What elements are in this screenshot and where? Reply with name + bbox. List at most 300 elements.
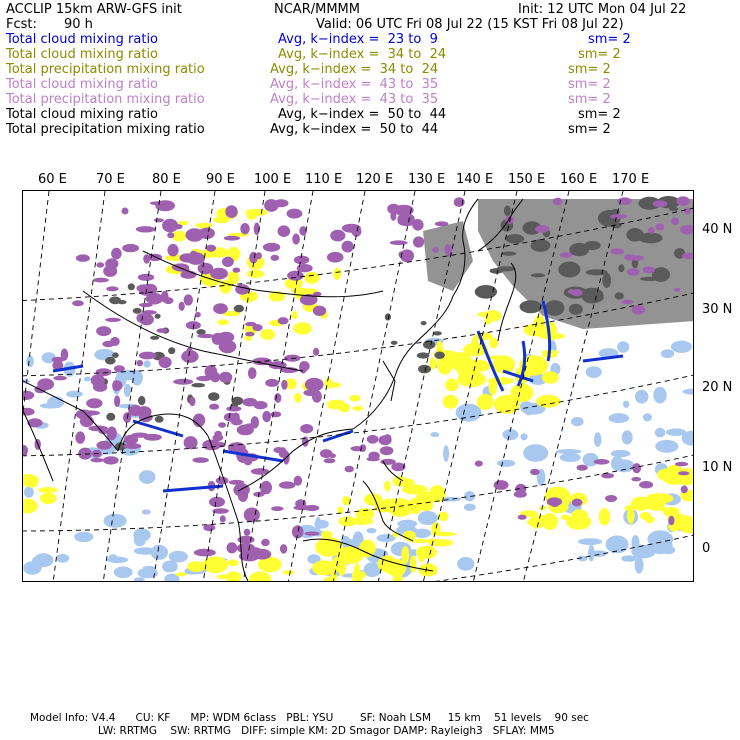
- purple-cloud-patch: [674, 288, 680, 292]
- purple-cloud-patch: [114, 395, 120, 407]
- legend-smoothing: sm= 2: [578, 47, 621, 62]
- purple-cloud-patch: [313, 306, 326, 316]
- light-blue-cloud-patch: [560, 453, 581, 462]
- purple-cloud-patch: [560, 252, 573, 258]
- purple-cloud-patch: [184, 294, 193, 305]
- light-blue-cloud-patch: [314, 520, 329, 529]
- purple-cloud-patch: [287, 209, 303, 219]
- light-blue-cloud-patch: [443, 445, 449, 462]
- purple-cloud-patch: [226, 406, 241, 411]
- purple-cloud-patch: [240, 223, 249, 234]
- purple-cloud-patch: [611, 248, 624, 254]
- yellow-cloud-patch: [23, 499, 38, 514]
- gray-cloud-patch: [501, 252, 516, 256]
- legend-field-name: Total cloud mixing ratio: [6, 77, 159, 92]
- gray-cloud-patch: [618, 264, 624, 272]
- purple-cloud-patch: [617, 214, 627, 218]
- yellow-cloud-patch: [599, 508, 610, 526]
- light-blue-cloud-patch: [134, 577, 145, 581]
- light-blue-cloud-patch: [457, 557, 474, 571]
- purple-cloud-patch: [263, 243, 280, 252]
- purple-cloud-patch: [209, 497, 225, 507]
- purple-cloud-patch: [281, 380, 287, 390]
- longitude-tick-label: 90 E: [206, 172, 235, 187]
- purple-cloud-patch: [367, 435, 379, 444]
- light-blue-cloud-patch: [32, 556, 48, 565]
- purple-cloud-patch: [179, 302, 185, 311]
- purple-cloud-patch: [550, 500, 560, 507]
- purple-cloud-patch: [212, 508, 228, 514]
- purple-cloud-patch: [72, 300, 84, 306]
- yellow-cloud-patch: [489, 338, 498, 349]
- map-panel: [22, 190, 694, 582]
- purple-cloud-patch: [164, 297, 174, 304]
- light-blue-cloud-patch: [583, 453, 599, 467]
- yellow-cloud-patch: [402, 485, 428, 495]
- gray-cloud-patch: [475, 285, 497, 299]
- purple-cloud-patch: [93, 278, 109, 283]
- purple-cloud-patch: [213, 434, 224, 441]
- purple-cloud-patch: [342, 241, 354, 253]
- gray-cloud-patch: [133, 308, 142, 314]
- purple-cloud-patch: [222, 257, 234, 267]
- purple-cloud-patch: [139, 352, 157, 360]
- light-blue-cloud-patch: [578, 538, 602, 545]
- purple-cloud-patch: [324, 458, 336, 463]
- purple-cloud-patch: [137, 406, 152, 417]
- yellow-cloud-patch: [339, 516, 358, 526]
- longitude-tick-label: 150 E: [508, 172, 546, 187]
- purple-cloud-patch: [292, 525, 304, 538]
- purple-cloud-patch: [627, 268, 639, 276]
- purple-cloud-patch: [475, 461, 483, 467]
- valid-time: Valid: 06 UTC Fri 08 Jul 22 (15 KST Fri 08 Jul 22): [316, 17, 624, 32]
- purple-cloud-patch: [271, 506, 283, 511]
- light-blue-cloud-patch: [56, 554, 69, 563]
- purple-cloud-patch: [76, 254, 90, 261]
- gray-cloud-patch: [391, 341, 398, 345]
- yellow-cloud-patch: [291, 311, 297, 319]
- yellow-cloud-patch: [625, 505, 635, 511]
- purple-cloud-patch: [75, 431, 85, 443]
- yellow-cloud-patch: [247, 270, 264, 278]
- gray-cloud-patch: [191, 383, 205, 387]
- yellow-cloud-patch: [477, 394, 494, 410]
- light-blue-cloud-patch: [124, 384, 131, 397]
- latitude-tick-label: 30 N: [702, 302, 733, 317]
- purple-cloud-patch: [553, 198, 563, 205]
- purple-cloud-patch: [105, 258, 118, 269]
- yellow-cloud-patch: [542, 513, 559, 530]
- purple-cloud-patch: [224, 236, 240, 241]
- yellow-cloud-patch: [536, 395, 561, 408]
- gray-cloud-patch: [569, 304, 583, 315]
- purple-cloud-patch: [572, 499, 583, 507]
- purple-cloud-patch: [676, 196, 689, 206]
- light-blue-cloud-patch: [635, 557, 644, 574]
- light-blue-cloud-patch: [26, 355, 34, 367]
- purple-cloud-patch: [412, 219, 423, 231]
- purple-cloud-patch: [235, 284, 250, 294]
- purple-cloud-patch: [653, 200, 667, 207]
- longitude-tick-label: 140 E: [456, 172, 494, 187]
- light-blue-cloud-patch: [114, 567, 133, 579]
- purple-cloud-patch: [96, 368, 112, 376]
- yellow-cloud-patch: [213, 216, 229, 223]
- legend-smoothing: sm= 2: [568, 92, 611, 107]
- yellow-cloud-patch: [561, 514, 569, 520]
- light-blue-cloud-patch: [635, 390, 648, 404]
- light-blue-cloud-patch: [622, 430, 633, 444]
- light-blue-cloud-patch: [139, 470, 156, 484]
- yellow-cloud-patch: [338, 403, 350, 412]
- purple-cloud-patch: [280, 544, 287, 554]
- light-blue-cloud-patch: [367, 528, 377, 533]
- purple-cloud-patch: [397, 213, 414, 226]
- light-blue-cloud-patch: [497, 460, 515, 467]
- legend-smoothing: sm= 2: [568, 62, 611, 77]
- purple-cloud-patch: [271, 255, 280, 261]
- yellow-cloud-patch: [438, 512, 448, 522]
- purple-cloud-patch: [156, 328, 167, 333]
- purple-cloud-patch: [96, 262, 104, 267]
- purple-cloud-patch: [227, 542, 238, 553]
- gray-cloud-patch: [105, 357, 116, 365]
- light-blue-cloud-patch: [623, 401, 629, 408]
- light-blue-cloud-patch: [594, 432, 602, 447]
- longitude-tick-label: 120 E: [356, 172, 394, 187]
- purple-cloud-patch: [144, 434, 162, 441]
- gray-cloud-patch: [581, 288, 603, 304]
- purple-cloud-patch: [180, 271, 196, 279]
- light-blue-cloud-patch: [571, 417, 584, 426]
- purple-cloud-patch: [530, 469, 540, 475]
- purple-cloud-patch: [137, 360, 144, 366]
- longitude-tick-label: 60 E: [38, 172, 67, 187]
- gray-cloud-patch: [520, 300, 543, 313]
- gray-cloud-patch: [234, 305, 244, 313]
- gray-cloud-patch: [109, 297, 121, 305]
- purple-cloud-patch: [53, 376, 67, 381]
- purple-cloud-patch: [274, 393, 281, 403]
- legend-field-name: Total precipitation mixing ratio: [6, 92, 205, 107]
- latitude-tick-label: 40 N: [702, 222, 733, 237]
- yellow-cloud-patch: [358, 571, 366, 578]
- purple-cloud-patch: [154, 218, 164, 222]
- longitude-line: [153, 191, 215, 582]
- longitude-tick-label: 100 E: [254, 172, 292, 187]
- gray-cloud-patch: [150, 336, 159, 340]
- purple-cloud-patch: [390, 240, 408, 245]
- yellow-cloud-patch: [260, 329, 275, 340]
- purple-cloud-patch: [216, 477, 229, 485]
- forecast-hours: 90 h: [64, 17, 93, 32]
- yellow-cloud-patch: [249, 572, 271, 583]
- yellow-cloud-patch: [445, 379, 459, 392]
- yellow-cloud-patch: [542, 371, 559, 383]
- purple-cloud-patch: [173, 379, 193, 385]
- purple-cloud-patch: [327, 252, 344, 263]
- gray-cloud-patch: [208, 392, 219, 401]
- purple-cloud-patch: [514, 491, 527, 498]
- yellow-cloud-patch: [217, 575, 228, 580]
- purple-cloud-patch: [287, 271, 304, 281]
- purple-cloud-patch: [248, 367, 257, 379]
- gray-cloud-patch: [155, 314, 161, 319]
- light-blue-cloud-patch: [151, 545, 168, 560]
- purple-cloud-patch: [190, 256, 202, 261]
- light-blue-cloud-patch: [24, 486, 34, 497]
- light-blue-cloud-patch: [683, 389, 694, 395]
- purple-cloud-patch: [93, 382, 107, 392]
- yellow-cloud-patch: [489, 378, 498, 396]
- init-time: Init: 12 UTC Mon 04 Jul 22: [518, 2, 687, 17]
- gray-cloud-patch: [545, 300, 564, 316]
- purple-cloud-patch: [218, 422, 226, 428]
- purple-cloud-patch: [106, 286, 118, 291]
- gray-cloud-patch: [506, 234, 525, 243]
- purple-cloud-patch: [632, 463, 641, 473]
- purple-cloud-patch: [305, 505, 320, 511]
- legend-level-range: Avg, k−index = 34 to 24: [278, 47, 447, 62]
- gray-cloud-patch: [168, 347, 175, 354]
- purple-cloud-patch: [571, 289, 583, 296]
- gray-cloud-patch: [128, 283, 135, 290]
- light-blue-cloud-patch: [520, 401, 533, 411]
- gray-cloud-patch: [232, 397, 244, 406]
- purple-cloud-patch: [345, 466, 354, 473]
- yellow-cloud-patch: [648, 493, 673, 503]
- purple-cloud-patch: [233, 268, 241, 273]
- purple-cloud-patch: [278, 317, 289, 324]
- gray-cloud-patch: [615, 292, 624, 299]
- yellow-cloud-patch: [416, 546, 437, 559]
- purple-cloud-patch: [219, 372, 232, 383]
- light-blue-cloud-patch: [521, 433, 528, 440]
- purple-cloud-patch: [193, 457, 209, 463]
- purple-cloud-patch: [631, 477, 641, 481]
- gray-cloud-patch: [560, 266, 567, 274]
- purple-cloud-patch: [390, 211, 396, 221]
- light-blue-cloud-patch: [611, 450, 631, 457]
- purple-cloud-patch: [206, 245, 216, 252]
- purple-cloud-patch: [367, 457, 380, 461]
- gray-cloud-patch: [639, 233, 663, 244]
- legend-smoothing: sm= 2: [588, 32, 631, 47]
- purple-cloud-patch: [122, 244, 139, 252]
- light-blue-cloud-patch: [84, 377, 91, 382]
- light-blue-cloud-patch: [47, 396, 64, 408]
- purple-cloud-patch: [632, 305, 645, 314]
- light-blue-cloud-patch: [143, 566, 156, 570]
- gray-cloud-patch: [112, 352, 119, 358]
- purple-cloud-patch: [111, 248, 122, 260]
- purple-cloud-patch: [454, 197, 465, 207]
- gray-cloud-patch: [421, 321, 427, 325]
- purple-cloud-patch: [105, 318, 121, 322]
- purple-cloud-patch: [678, 471, 690, 475]
- purple-cloud-patch: [210, 268, 228, 280]
- purple-cloud-patch: [577, 465, 588, 471]
- yellow-cloud-patch: [386, 564, 392, 575]
- legend-level-range: Avg, k−index = 43 to 35: [270, 92, 439, 107]
- model-info-line1: Model Info: V4.4 CU: KF MP: WDM 6class PBL: YSU SF: Noah LSM 15 km 51 levels 90 sec: [30, 712, 589, 724]
- purple-cloud-patch: [107, 427, 117, 441]
- purple-cloud-patch: [244, 458, 252, 465]
- gray-cloud-patch: [490, 268, 504, 274]
- purple-cloud-patch: [265, 379, 279, 387]
- legend-level-range: Avg, k−index = 43 to 35: [270, 77, 439, 92]
- purple-cloud-patch: [432, 247, 439, 252]
- purple-cloud-patch: [256, 252, 262, 259]
- gray-cloud-patch: [602, 273, 611, 288]
- yellow-cloud-patch: [321, 531, 332, 539]
- purple-cloud-patch: [682, 253, 694, 260]
- gray-cloud-patch: [435, 352, 445, 359]
- purple-cloud-patch: [251, 416, 259, 428]
- purple-cloud-patch: [380, 446, 394, 455]
- legend-field-name: Total precipitation mixing ratio: [6, 122, 205, 137]
- longitude-tick-label: 110 E: [305, 172, 343, 187]
- purple-cloud-patch: [681, 486, 688, 494]
- purple-cloud-patch: [518, 515, 527, 520]
- purple-cloud-patch: [23, 445, 28, 456]
- purple-cloud-patch: [639, 481, 653, 488]
- purple-cloud-patch: [244, 529, 251, 536]
- light-blue-cloud-patch: [106, 517, 123, 522]
- purple-cloud-patch: [186, 228, 204, 241]
- purple-cloud-patch: [244, 508, 260, 523]
- light-blue-cloud-patch: [606, 536, 629, 554]
- purple-cloud-patch: [305, 532, 320, 536]
- gray-cloud-patch: [106, 413, 115, 421]
- longitude-tick-label: 80 E: [152, 172, 181, 187]
- purple-cloud-patch: [91, 458, 104, 462]
- purple-cloud-patch: [224, 413, 238, 422]
- purple-cloud-patch: [136, 226, 155, 232]
- purple-cloud-patch: [167, 232, 174, 238]
- purple-cloud-patch: [209, 404, 219, 410]
- gray-cloud-patch: [569, 243, 589, 256]
- gray-cloud-patch: [531, 273, 545, 277]
- yellow-cloud-patch: [195, 223, 212, 228]
- purple-cloud-patch: [413, 236, 424, 247]
- light-blue-cloud-patch: [621, 555, 637, 562]
- light-blue-cloud-patch: [615, 459, 635, 472]
- yellow-cloud-patch: [175, 572, 187, 576]
- purple-cloud-patch: [138, 274, 154, 281]
- purple-cloud-patch: [123, 443, 141, 449]
- purple-cloud-patch: [535, 225, 549, 233]
- purple-cloud-patch: [656, 224, 665, 231]
- light-blue-cloud-patch: [655, 440, 678, 453]
- legend-smoothing: sm= 2: [568, 122, 611, 137]
- purple-cloud-patch: [247, 555, 259, 560]
- gray-cloud-patch: [418, 365, 431, 374]
- yellow-cloud-patch: [208, 561, 221, 573]
- yellow-cloud-patch: [645, 516, 654, 523]
- light-blue-cloud-patch: [134, 534, 146, 547]
- purple-cloud-patch: [313, 348, 319, 356]
- latitude-tick-label: 10 N: [702, 460, 733, 475]
- purple-cloud-patch: [292, 234, 300, 245]
- purple-cloud-patch: [279, 481, 296, 488]
- purple-cloud-patch: [330, 230, 345, 242]
- yellow-cloud-patch: [457, 362, 473, 377]
- longitude-tick-label: 160 E: [560, 172, 598, 187]
- yellow-cloud-patch: [474, 333, 492, 341]
- gray-cloud-patch: [504, 206, 511, 217]
- light-blue-cloud-patch: [586, 366, 602, 378]
- purple-cloud-patch: [103, 456, 119, 464]
- purple-cloud-patch: [102, 341, 114, 347]
- yellow-cloud-patch: [401, 546, 409, 564]
- legend-field-name: Total cloud mixing ratio: [6, 47, 159, 62]
- light-blue-cloud-patch: [671, 341, 692, 353]
- yellow-cloud-patch: [410, 556, 417, 573]
- purple-cloud-patch: [261, 539, 270, 546]
- latitude-tick-label: 0: [702, 541, 711, 556]
- light-blue-cloud-patch: [107, 557, 128, 563]
- light-blue-cloud-patch: [617, 341, 629, 353]
- purple-cloud-patch: [252, 324, 262, 331]
- purple-cloud-patch: [194, 549, 216, 557]
- purple-cloud-patch: [444, 244, 452, 254]
- yellow-cloud-patch: [283, 570, 295, 575]
- model-title: ACCLIP 15km ARW-GFS init: [6, 2, 182, 17]
- yellow-cloud-patch: [443, 395, 459, 409]
- forecast-label: Fcst:: [6, 17, 37, 32]
- light-blue-cloud-patch: [655, 428, 666, 438]
- yellow-cloud-patch: [304, 272, 319, 284]
- purple-cloud-patch: [245, 332, 254, 337]
- yellow-cloud-patch: [293, 322, 312, 334]
- light-blue-cloud-patch: [143, 360, 150, 367]
- legend-field-name: Total cloud mixing ratio: [6, 107, 159, 122]
- purple-cloud-patch: [329, 453, 336, 458]
- purple-cloud-patch: [96, 326, 111, 336]
- purple-cloud-patch: [274, 199, 289, 207]
- purple-cloud-patch: [312, 390, 322, 402]
- light-blue-cloud-patch: [464, 504, 476, 511]
- purple-cloud-patch: [225, 205, 237, 218]
- purple-cloud-patch: [143, 254, 150, 263]
- purple-cloud-patch: [605, 495, 617, 502]
- yellow-cloud-patch: [217, 319, 229, 325]
- yellow-cloud-patch: [534, 315, 546, 332]
- purple-cloud-patch: [273, 447, 283, 453]
- yellow-cloud-patch: [294, 393, 302, 403]
- purple-cloud-patch: [113, 381, 123, 391]
- legend-level-range: Avg, k−index = 50 to 44: [278, 107, 447, 122]
- legend-field-name: Total cloud mixing ratio: [6, 32, 159, 47]
- purple-cloud-patch: [435, 221, 449, 226]
- purple-cloud-patch: [624, 254, 636, 260]
- light-blue-cloud-patch: [66, 391, 83, 398]
- purple-cloud-patch: [195, 312, 201, 318]
- purple-cloud-patch: [594, 459, 610, 465]
- longitude-tick-label: 70 E: [96, 172, 125, 187]
- map-canvas: [23, 191, 694, 582]
- light-blue-cloud-patch: [523, 444, 548, 462]
- legend-field-name: Total precipitation mixing ratio: [6, 62, 205, 77]
- light-blue-cloud-patch: [661, 349, 674, 358]
- purple-cloud-patch: [159, 357, 172, 368]
- purple-cloud-patch: [278, 225, 291, 237]
- purple-cloud-patch: [114, 365, 125, 372]
- purple-cloud-patch: [136, 313, 146, 323]
- latitude-tick-label: 20 N: [702, 380, 733, 395]
